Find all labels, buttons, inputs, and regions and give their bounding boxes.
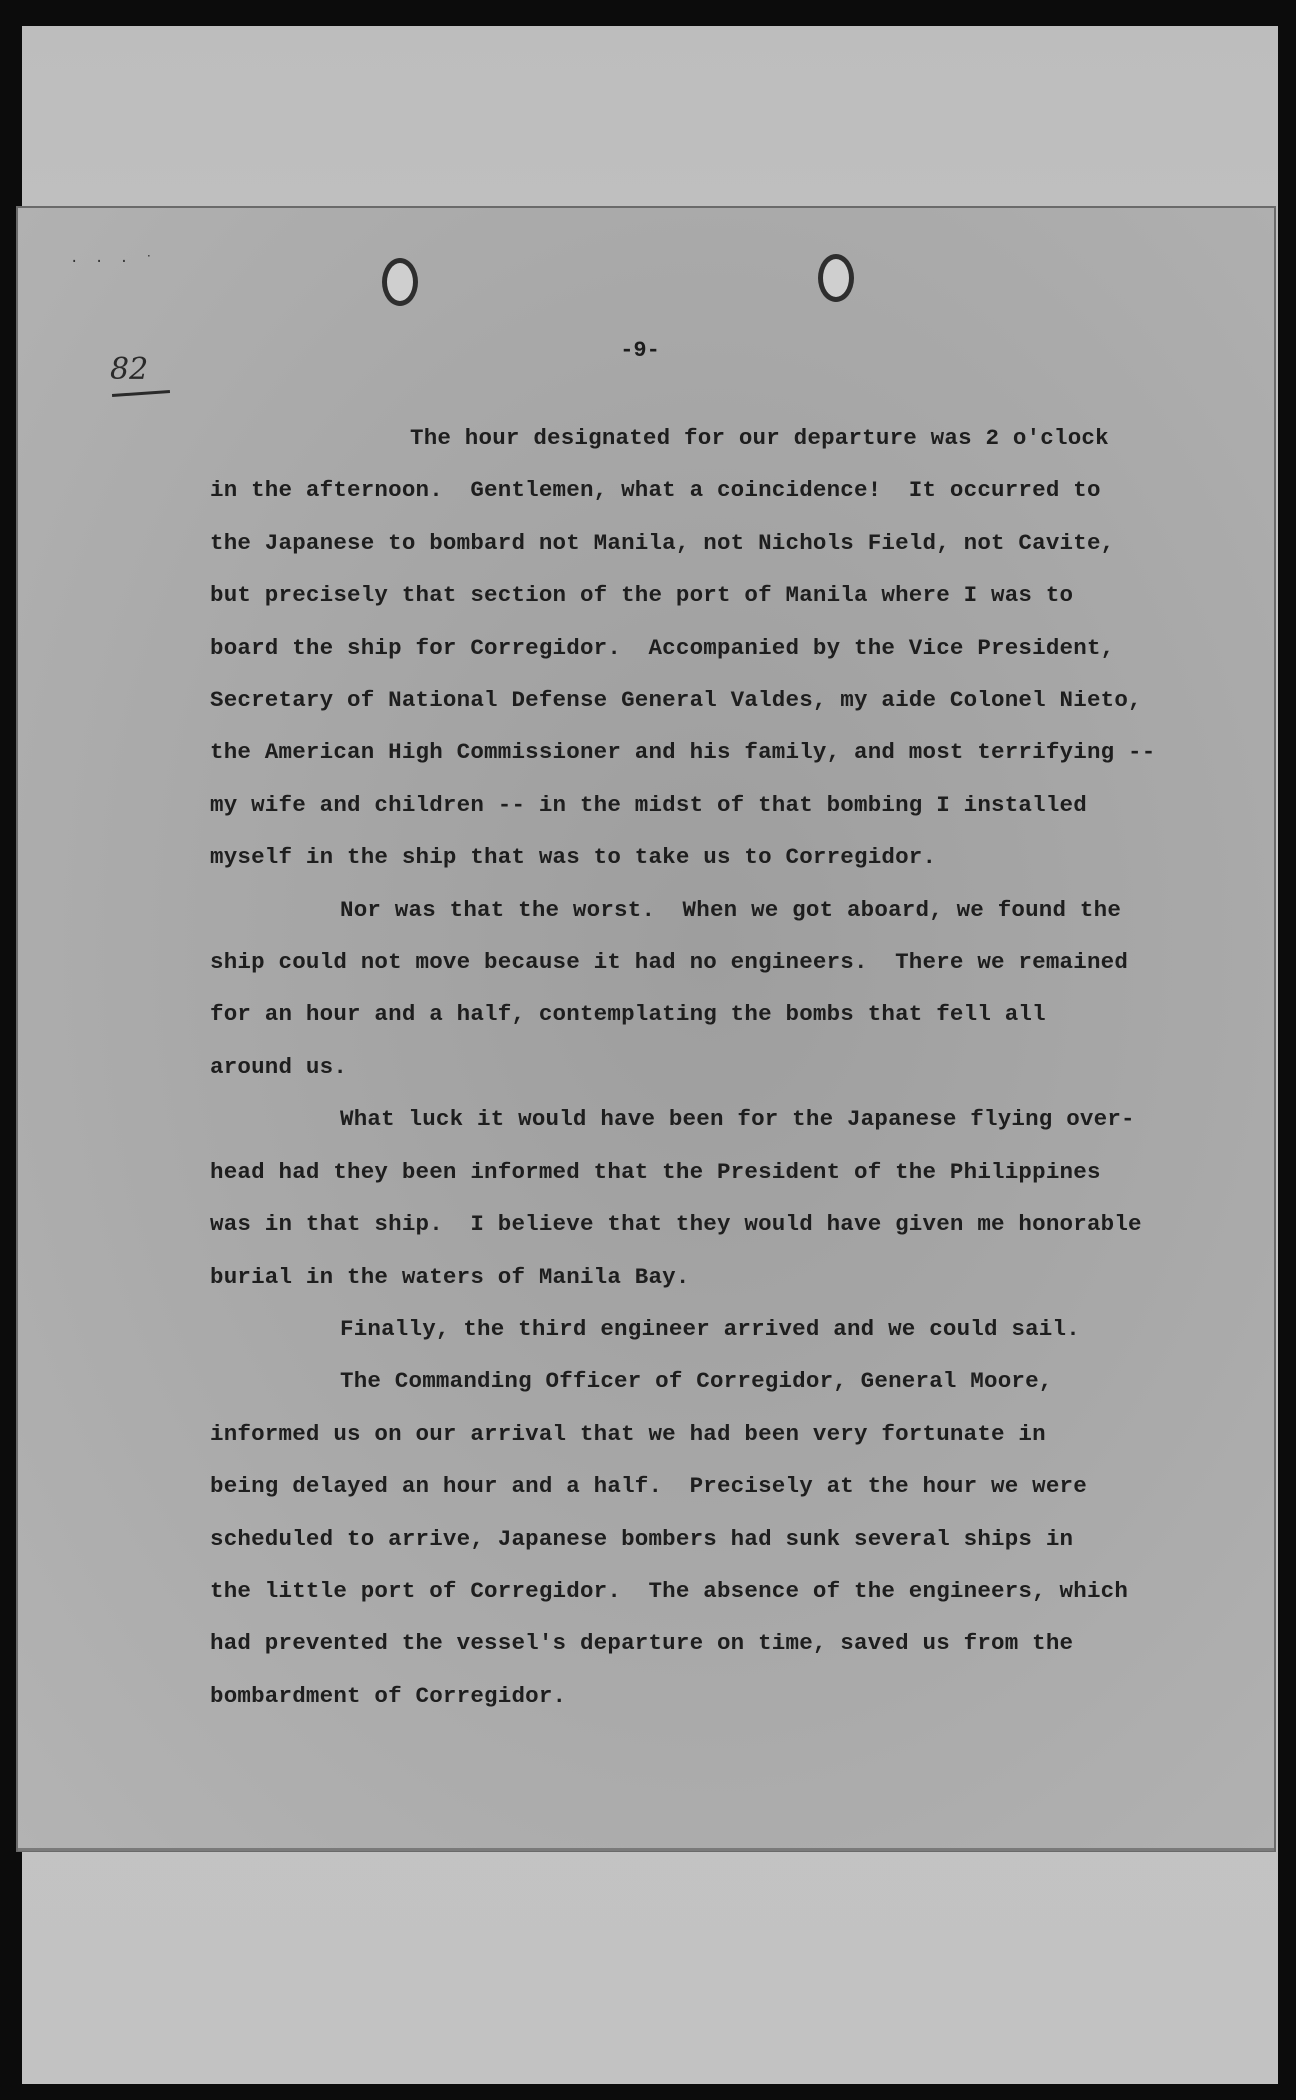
text-line: around us. [210, 1053, 348, 1080]
text-line: the Japanese to bombard not Manila, not Nichols Field, not Cavite, [210, 529, 1115, 556]
text-line: had prevented the vessel's departure on time, saved us from the [210, 1630, 1074, 1657]
punch-hole-left [382, 258, 418, 306]
text-line: but precisely that section of the port of Manila where I was to [210, 582, 1074, 609]
text-line: in the afternoon. Gentlemen, what a coincidence! It occurred to [210, 477, 1101, 504]
text-line: for an hour and a half, contemplating the bombs that fell all [210, 1001, 1046, 1028]
page-bottom-edge [18, 1848, 1274, 1851]
text-line: bombardment of Corregidor. [210, 1682, 567, 1709]
text-line: ship could not move because it had no engineers. There we remained [210, 949, 1129, 976]
text-line: head had they been informed that the President of the Philippines [210, 1158, 1101, 1185]
text-line: myself in the ship that was to take us to Corregidor. [210, 844, 937, 871]
text-line: board the ship for Corregidor. Accompanied by the Vice President, [210, 634, 1115, 661]
text-line: burial in the waters of Manila Bay. [210, 1263, 690, 1290]
page-number: -9- [620, 338, 660, 363]
text-line: The Commanding Officer of Corregidor, General Moore, [340, 1368, 1053, 1395]
text-line: The hour designated for our departure was 2 o'clock [410, 425, 1109, 451]
text-line: being delayed an hour and a half. Precisely at the hour we were [210, 1473, 1087, 1500]
handwritten-folio-number: 82 [110, 352, 149, 387]
text-line: my wife and children -- in the midst of that bombing I installed [210, 791, 1087, 818]
text-line: Finally, the third engineer arrived and we could sail. [340, 1315, 1080, 1342]
text-line: scheduled to arrive, Japanese bombers had sunk several ships in [210, 1525, 1074, 1552]
text-line: was in that ship. I believe that they would have given me honorable [210, 1211, 1142, 1238]
text-line: informed us on our arrival that we had been very fortunate in [210, 1420, 1046, 1447]
punch-hole-right [818, 254, 854, 302]
text-line: the little port of Corregidor. The absence of the engineers, which [210, 1577, 1129, 1604]
text-line: the American High Commissioner and his family, and most terrifying -- [210, 739, 1156, 766]
text-line: Nor was that the worst. When we got aboard, we found the [340, 896, 1122, 923]
stray-marks: · · · ˙ [70, 254, 158, 270]
text-line: What luck it would have been for the Japanese flying over- [340, 1106, 1135, 1133]
typed-body-text [210, 412, 1156, 1722]
text-line: Secretary of National Defense General Valdes, my aide Colonel Nieto, [210, 687, 1142, 714]
